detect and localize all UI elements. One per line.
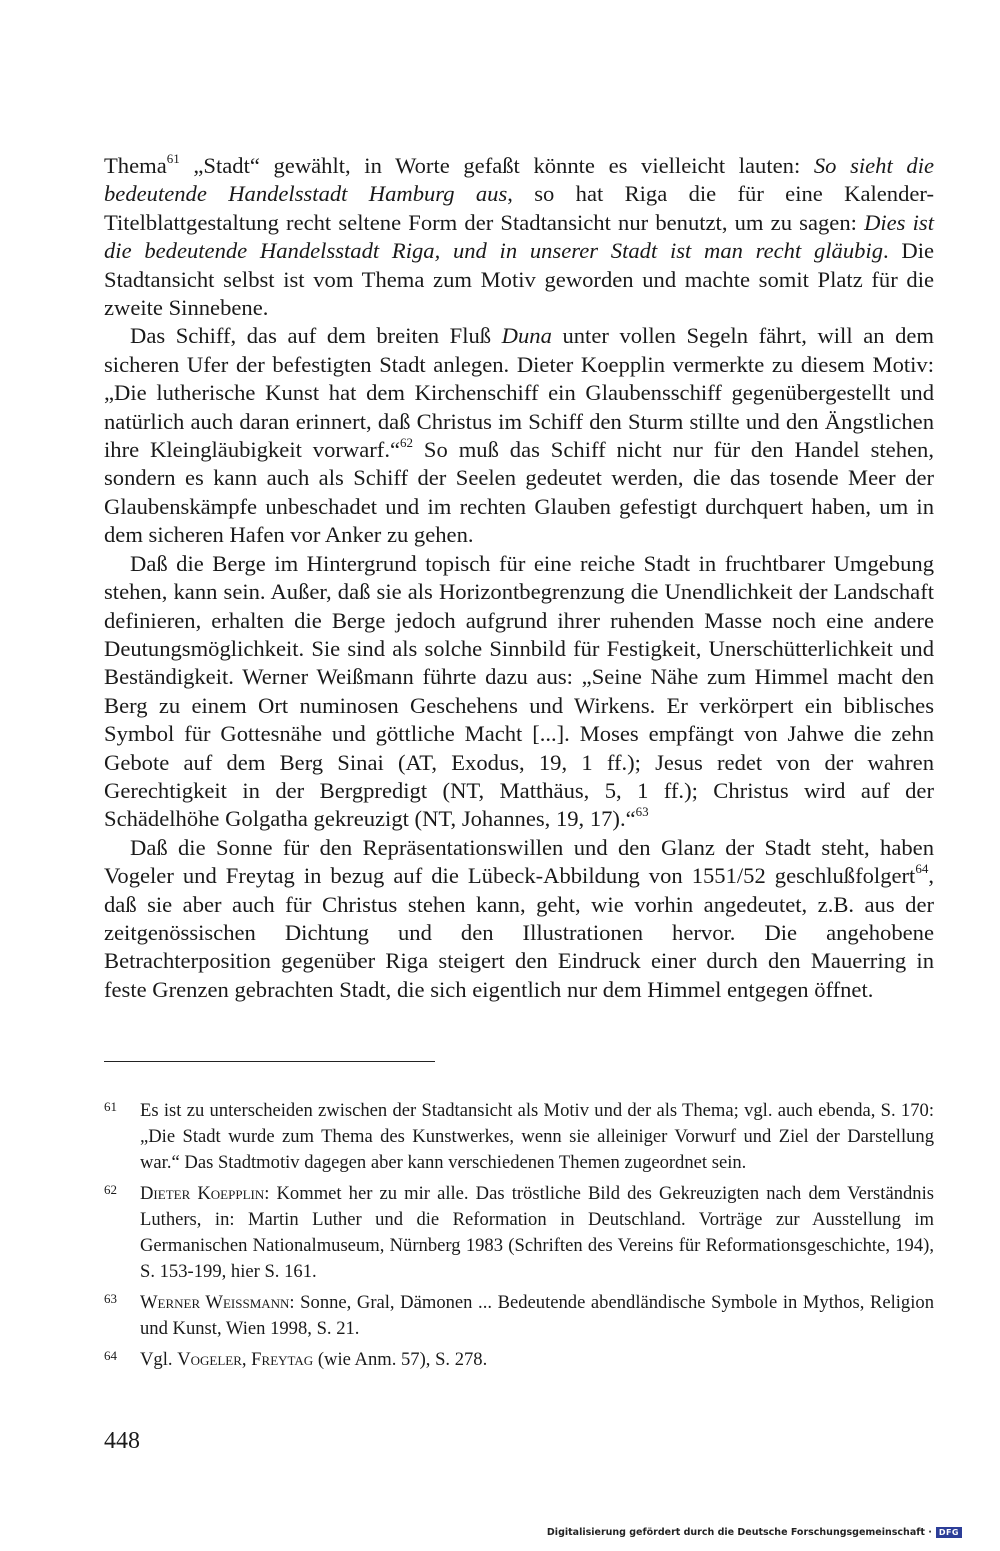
italic-text: Duna [501,323,552,349]
footnote-ref: 64 [915,861,929,877]
page-number: 448 [104,1428,140,1454]
footnote [104,1290,934,1342]
text-run: So muß das Schiff nicht nur für den Handel stehen, sondern es kann auch als Schiff der Seelen gedeutet werden, die das tosende Meer der Glaubenskämpfe unbeschadet und im rechten Glauben gefestigt durchquert haben, um in dem sicheren Hafen vor Anker zu gehen. [104,437,934,548]
footnote-ref: 62 [400,435,413,451]
body-text [104,152,934,1004]
paragraph [104,550,934,834]
footnote-number: 64 [104,1348,117,1363]
footnote-text [140,1347,934,1373]
text-run: „Stadt“ gewählt, in Worte gefaßt könnte es vielleicht lauten: [179,153,814,178]
paragraph [104,322,934,549]
text-run: Es ist zu unterscheiden zwischen der Stadtansicht als Motiv und der als Thema; vgl. auch ebenda, S. 170: „Die Stadt wurde zum Thema des Kunstwerkes, wenn sie alleiniger Vorwurf und Ziel der Darstellung war.“ Das Stadtmotiv dagegen aber kann verschiedenen Themen zugeordnet sein. [140,1100,934,1173]
footnote-text [140,1181,934,1285]
digitization-credit [547,1527,962,1538]
footnote-ref: 61 [166,151,180,166]
credit-text: Digitalisierung gefördert durch die Deutsche Forschungsgemeinschaft · [546,1527,932,1538]
text-run: (wie Anm. 57), S. 278. [313,1349,488,1370]
text-run: , daß sie aber auch für Christus stehen kann, geht, wie vorhin angedeutet, z.B. aus der zeitgenössischen Dichtung und den Illustrationen hervor. Die angehobene Betrachterposition gegenüber Riga steigert den Eindruck einer durch den Mauerring in feste Grenzen gebrachten Stadt, die sich eigentlich nur dem Himmel entgegen öffnet. [104,863,934,1002]
author-name: Werner Weissmann [140,1292,290,1313]
footnotes [104,1098,934,1378]
text-run: , so hat Riga die für eine Kalender-Titelblattgestaltung recht seltene Form der Stadtansicht nur benutzt, um zu sagen: [104,181,934,235]
paragraph [104,152,934,322]
text-run: Thema [104,153,167,178]
author-name: Dieter Koepplin [140,1183,265,1204]
footnote [104,1098,934,1176]
footnote-ref: 63 [635,804,649,820]
text-run: : Kommet her zu mir alle. Das tröstliche Bild des Gekreuzigten nach dem Verständnis Luthers, in: Martin Luther und die Reformation in Deutschland. Vorträge zur Ausstellung im Germanischen Nationalmuseum, Nürnberg 1983 (Schriften des Vereins für Reformationsgeschichte, 194), S. 153-199, hier S. 161. [140,1183,934,1282]
text-run: Daß die Sonne für den Repräsentationswillen und den Glanz der Stadt steht, haben Vogeler und Freytag in bezug auf die Lübeck-Abbildung von 1551/52 geschlußfolgert [104,834,934,889]
footnote-separator [104,1061,435,1062]
text-run: : Sonne, Gral, Dämonen ... Bedeutende abendländische Symbole in Mythos, Religion und Kunst, Wien 1998, S. 21. [140,1292,934,1339]
footnote-number: 62 [104,1182,117,1197]
footnote-number: 61 [104,1099,117,1114]
footnote [104,1181,934,1285]
italic-text: Dies ist die bedeutende Handelsstadt Riga, und in unserer Stadt ist man recht gläubig [104,209,934,264]
footnote-number: 63 [104,1291,117,1306]
text-run: Vgl. [140,1349,178,1370]
footnote [104,1347,934,1373]
paragraph [104,834,934,1004]
dfg-logo: DFG [936,1527,962,1538]
text-run: Daß die Berge im Hintergrund topisch für eine reiche Stadt in fruchtbarer Umgebung stehen, kann sein. Außer, daß sie als Horizontbegrenzung die Unendlichkeit der Landschaft definieren, erhalten die Berge jedoch aufgrund ihrer ruhenden Masse noch eine andere Deutungsmöglichkeit. Sie sind als solche Sinnbild für Festigkeit, Unerschütterlichkeit und Beständigkeit. Werner Weißmann führte dazu aus: „Seine Nähe zum Himmel macht den Berg zu einem Ort numinosen Geschehens und Wirkens. Er verkörpert ein biblisches Symbol für Gottesnähe und göttliche Macht [...]. Moses empfängt von Jahwe die zehn Gebote auf dem Berg Sinai (AT, Exodus, 19, 1 ff.); Jesus redet von der wahren Gerechtigkeit in der Bergpredigt (NT, Matthäus, 5, 1 ff.); Christus wird auf der Schädelhöhe Golgatha gekreuzigt (NT, Johannes, 19, 17).“ [104,550,934,832]
footnote-text [140,1290,934,1342]
text-run: Das Schiff, das auf dem breiten Fluß [130,323,502,349]
author-name: Vogeler, Freytag [177,1349,314,1370]
italic-text: So sieht die bedeutende Handelsstadt Hamburg aus [104,153,934,207]
text-run: unter vollen Segeln fährt, will an dem sicheren Ufer der befestigten Stadt anlegen. Dieter Koepplin vermerkte zu diesem Motiv: „Die lutherische Kunst hat dem Kirchenschiff ein Glaubensschiff gegenübergestellt und natürlich auch daran erinnert, daß Christus im Schiff den Sturm stillte und den Ängstlichen ihre Kleingläubigkeit vorwarf.“ [104,323,934,463]
text-run: . Die Stadtansicht selbst ist vom Thema zum Motiv geworden und machte somit Platz für die zweite Sinnebene. [104,238,935,321]
footnote-text [140,1098,934,1176]
